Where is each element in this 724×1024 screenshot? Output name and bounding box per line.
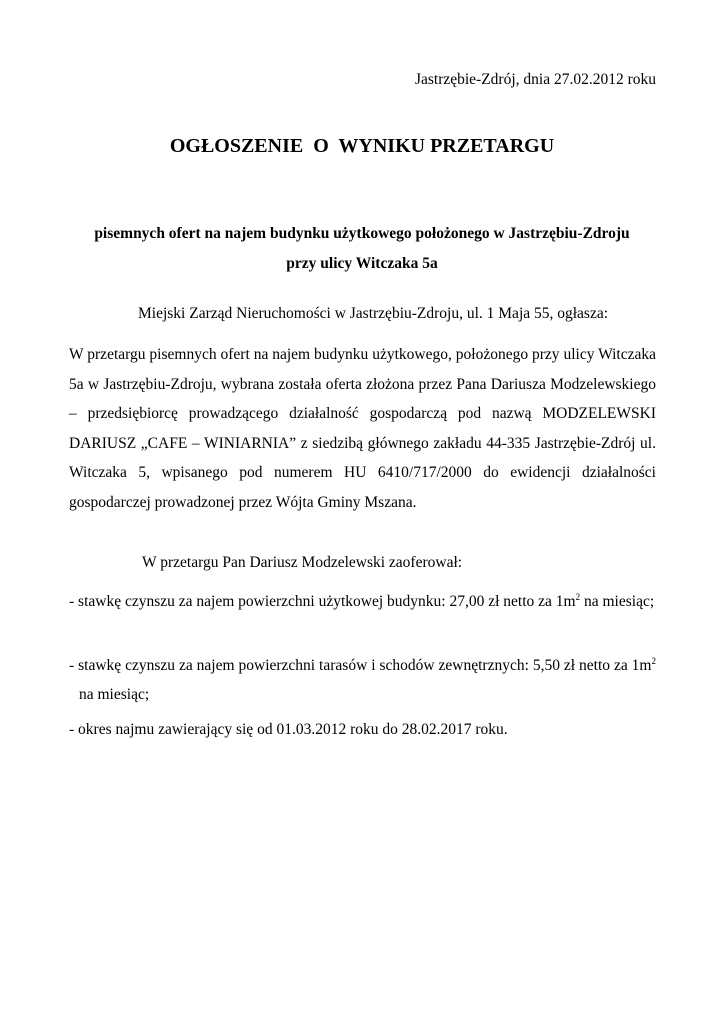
superscript-2: 2 (575, 591, 581, 602)
superscript-2: 2 (651, 655, 656, 666)
date-line: Jastrzębie-Zdrój, dnia 27.02.2012 roku (414, 71, 656, 88)
offer-item-text-end: na miesiąc; (580, 593, 655, 610)
offer-item-text-end: na miesiąc; (79, 686, 150, 703)
announcement-subtitle: pisemnych ofert na najem budynku użytkowego położonego w Jastrzębiu-Zdroju przy ulicy Witczaka 5a (94, 225, 630, 272)
offer-item-rent-building (69, 587, 656, 616)
offer-item-lease-period: - okres najmu zawierający się od 01.03.2012 roku do 28.02.2017 roku. (69, 721, 508, 738)
offer-item-text: - stawkę czynszu za najem powierzchni tarasów i schodów zewnętrznych: 5,50 zł netto za 1m (69, 657, 652, 674)
offer-lead: W przetargu Pan Dariusz Modzelewski zaoferował: (142, 554, 463, 571)
offer-item-text: - stawkę czynszu za najem powierzchni użytkowej budynku: 27,00 zł netto za 1m (69, 593, 576, 610)
offer-item-rent-terraces (69, 651, 656, 709)
intro-line: Miejski Zarząd Nieruchomości w Jastrzębiu-Zdroju, ul. 1 Maja 55, ogłasza: (138, 305, 609, 322)
announcement-title: OGŁOSZENIE O WYNIKU PRZETARGU (169, 135, 555, 157)
main-paragraph: W przetargu pisemnych ofert na najem budynku użytkowego, położonego przy ulicy Witczaka 5a w Jastrzębiu-Zdroju, wybrana została oferta złożona przez Pana Dariusza Modzelewskiego – przedsiębiorcę prowadzącego działalność gospodarczą pod nazwą MODZELEWSKI DARIUSZ „CAFE – WINIARNIA” z siedzibą głównego zakładu 44-335 Jastrzębie-Zdrój ul. Witczaka 5, wpisanego pod numerem HU 6410/717/2000 do ewidencji działalności gospodarczej prowadzonej przez Wójta Gminy Mszana. (69, 346, 656, 511)
